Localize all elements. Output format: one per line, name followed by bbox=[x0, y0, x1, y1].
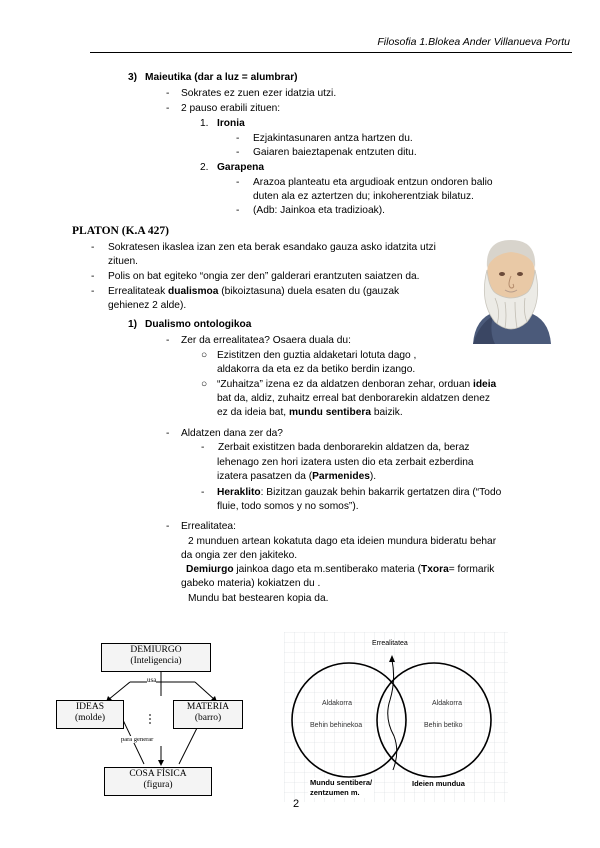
platon-bullet-2: Polis on bat egiteko “ongia zer den” galderari erantzuten saiatzen da. bbox=[108, 271, 420, 282]
socrates-bust-image bbox=[465, 232, 557, 344]
ideas-label: IDEAS bbox=[76, 702, 104, 712]
dualismo-point-2-line-2: bat da, aldiz, zuhaitz erreal bat denborarekin aldatzen denez bbox=[217, 393, 490, 404]
maieutika-bullet-2: 2 pauso erabili zituen: bbox=[181, 103, 281, 114]
platon-bullet-1-line-2: zituen. bbox=[108, 256, 139, 267]
bullet-dash: - bbox=[91, 242, 95, 253]
bullet-dash: - bbox=[236, 205, 240, 216]
dualismo-number: 1) bbox=[128, 319, 138, 330]
circle-bullet: ○ bbox=[201, 379, 208, 390]
ironia-number: 1. bbox=[200, 118, 209, 129]
bullet-dash: - bbox=[166, 88, 170, 99]
ideas-sublabel: (molde) bbox=[74, 713, 106, 723]
maieutika-number: 3) bbox=[128, 72, 138, 83]
para-generar-label: para generar bbox=[121, 736, 154, 743]
maieutika-bullet-1: Sokrates ez zuen ezer idatzia utzi. bbox=[181, 88, 337, 99]
ideas-box bbox=[56, 700, 124, 729]
bullet-dash: - bbox=[236, 177, 240, 188]
dualismo-point-1-line-2: aldakorra da eta ez da betiko berdin izango. bbox=[217, 364, 416, 375]
materia-box bbox=[173, 700, 243, 729]
mundu-sentibera-line-2: zentzumen m. bbox=[310, 788, 360, 797]
cosa-fisica-sublabel: (figura) bbox=[143, 780, 173, 790]
platon-heading: PLATON (K.A 427) bbox=[72, 225, 170, 237]
errealitatea-line-1: 2 munduen artean kokatuta dago eta ideien mundura bideratu behar bbox=[188, 536, 497, 547]
ironia-title: Ironia bbox=[217, 118, 245, 129]
demiurgo-box bbox=[101, 643, 211, 672]
mundu-sentibera-line-1: Mundu sentibera/ bbox=[310, 778, 373, 787]
demiurgo-diagram bbox=[50, 634, 278, 802]
errealitatea-label: Errealitatea bbox=[372, 640, 408, 647]
left-circle-bottom-label: Behin behinekoa bbox=[310, 722, 363, 729]
errealitatea-line-2: da ongia zer den jakiteko. bbox=[181, 550, 298, 561]
cosa-fisica-box bbox=[104, 767, 212, 796]
ironia-bullet-2: Gaiaren baieztapenak entzuten ditu. bbox=[253, 147, 417, 158]
materia-label: MATERIA bbox=[186, 702, 230, 712]
dualismo-point-2-line-1: “Zuhaitza” izena ez da aldatzen denboran zehar, orduan ideia bbox=[217, 379, 497, 390]
dualismo-point-2-line-3: ez da ideia bat, mundu sentibera baizik. bbox=[217, 407, 403, 418]
bullet-dash: - bbox=[166, 521, 170, 532]
platon-bullet-3-line-2: gehienez 2 alde). bbox=[108, 300, 187, 311]
dualismo-question-3: Errealitatea: bbox=[181, 521, 236, 532]
dualismo-point-1-line-1: Ezistitzen den guztia aldaketari lotuta dago , bbox=[217, 350, 417, 361]
garapena-line-1: Arazoa planteatu eta argudioak entzun ondoren balio bbox=[253, 177, 493, 188]
circle-bullet: ○ bbox=[201, 350, 208, 361]
demiurgo-label: DEMIURGO bbox=[130, 645, 182, 655]
parmenides-line-2: lehenago zen hori izatera usten dio eta zerbait ezberdina bbox=[217, 457, 474, 468]
bullet-dash: - bbox=[91, 271, 95, 282]
garapena-line-2: duten ala ez aztertzen du; inkoherentziak bilatuz. bbox=[253, 191, 474, 202]
cosa-fisica-label: COSA FÍSICA bbox=[129, 769, 187, 779]
left-circle-top-label: Aldakorra bbox=[322, 700, 352, 707]
kopia-line: Mundu bat bestearen kopia da. bbox=[188, 593, 329, 604]
heraklito-line-2: fluie, todo somos y no somos”). bbox=[217, 501, 359, 512]
page-header: Filosofia 1.Blokea Ander Villanueva Portu bbox=[377, 36, 570, 48]
bullet-dash: - bbox=[166, 428, 170, 439]
demiurgo-sublabel: (Inteligencia) bbox=[130, 656, 182, 666]
heraklito-line-1: Heraklito: Bizitzan gauzak behin bakarrik gertatzen dira (“Todo bbox=[217, 487, 502, 498]
garapena-line-3: (Adb: Jainkoa eta tradizioak). bbox=[253, 205, 385, 216]
garapena-number: 2. bbox=[200, 162, 209, 173]
dualismo-question-2: Aldatzen dana zer da? bbox=[181, 428, 283, 439]
bullet-dash: - bbox=[201, 442, 205, 453]
bullet-dash: - bbox=[236, 147, 240, 158]
bullet-dash: - bbox=[236, 133, 240, 144]
demiurgo-line-1: Demiurgo jainkoa dago eta m.sentiberako materia (Txora= formarik bbox=[186, 564, 495, 575]
ideien-mundua-label: Ideien mundua bbox=[412, 779, 465, 788]
venn-diagram bbox=[284, 632, 508, 802]
garapena-title: Garapena bbox=[217, 162, 264, 173]
parmenides-line-3: izatera pasatzen da (Parmenides). bbox=[217, 471, 377, 482]
mundu-sentibera-label bbox=[308, 778, 374, 798]
parmenides-line-1: Zerbait existitzen bada denborarekin aldatzen da, beraz bbox=[218, 442, 470, 453]
dualismo-title: Dualismo ontologikoa bbox=[145, 319, 252, 330]
bullet-dash: - bbox=[166, 103, 170, 114]
bullet-dash: - bbox=[166, 335, 170, 346]
platon-bullet-3-line-1: Errealitateak dualismoa (bikoiztasuna) duela esaten du (gauzak bbox=[108, 286, 400, 297]
ironia-bullet-1: Ezjakintasunaren antza hartzen du. bbox=[253, 133, 413, 144]
venn-diagram-graphic bbox=[284, 632, 508, 802]
right-circle-bottom-label: Behin betiko bbox=[424, 722, 463, 729]
platon-bullet-1-line-1: Sokratesen ikaslea izan zen eta berak esandako gauza asko idatzita utzi bbox=[108, 242, 436, 253]
dualismo-question-1: Zer da errealitatea? Osaera duala du: bbox=[181, 335, 351, 346]
header-divider bbox=[90, 52, 572, 53]
maieutika-title: Maieutika (dar a luz = alumbrar) bbox=[145, 72, 298, 83]
bullet-dash: - bbox=[91, 286, 95, 297]
page-number: 2 bbox=[293, 798, 300, 810]
materia-sublabel: (barro) bbox=[194, 713, 222, 723]
bullet-dash: - bbox=[201, 487, 205, 498]
usa-label: usa bbox=[147, 676, 157, 684]
demiurgo-line-2: gabeko materia) kokiatzen du . bbox=[181, 578, 321, 589]
right-circle-top-label: Aldakorra bbox=[432, 700, 462, 707]
